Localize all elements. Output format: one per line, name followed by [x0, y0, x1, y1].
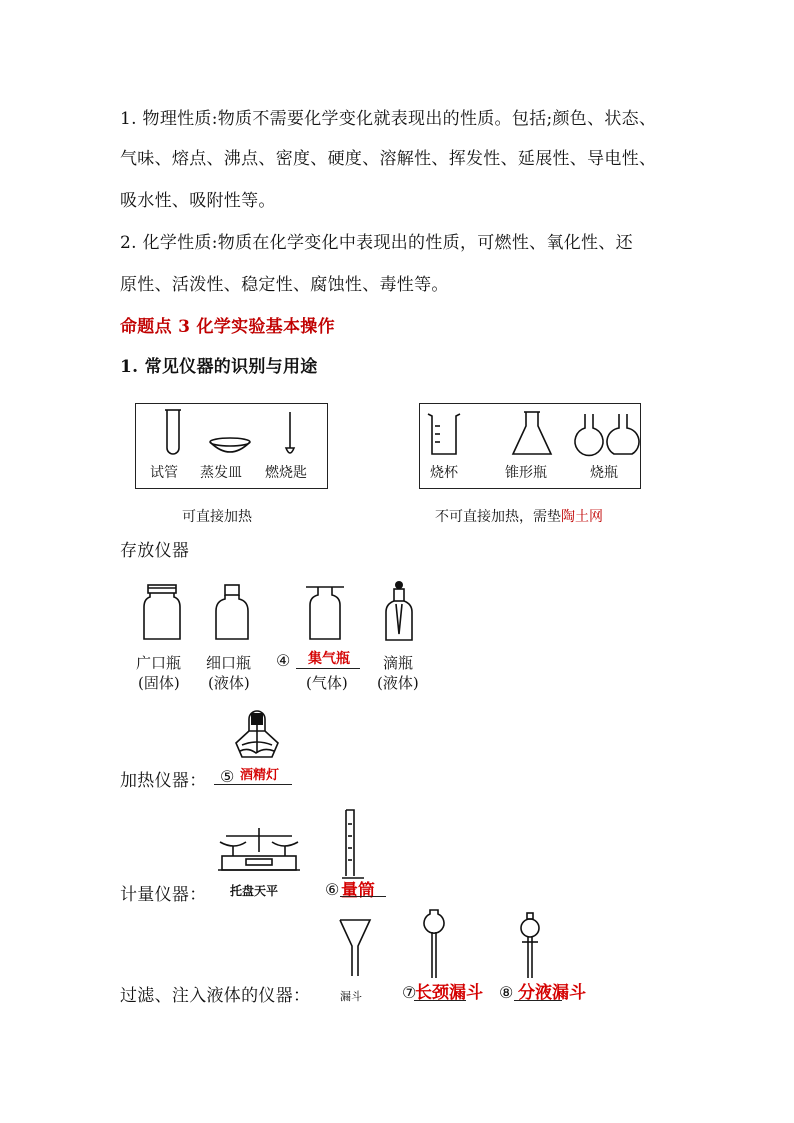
measuring-number: ⑥ [325, 880, 340, 899]
long-neck-funnel-answer: 长颈漏斗 [415, 983, 483, 1003]
subsection-title: 1. 常见仪器的识别与用途 [120, 357, 318, 377]
narrow-mouth-bottle-label: 细口瓶 [206, 654, 252, 672]
indirect-heat-caption-prefix: 不可直接加热，需垫 [435, 509, 561, 525]
evaporating-dish-icon [208, 436, 252, 460]
wide-mouth-bottle-icon [142, 583, 182, 643]
conical-flask-label: 锥形瓶 [505, 465, 547, 481]
indirect-heat-caption [435, 506, 603, 526]
test-tube-label: 试管 [150, 465, 178, 481]
gas-jar-answer: 集气瓶 [308, 651, 350, 667]
separatory-funnel-answer: 分液漏斗 [518, 983, 586, 1003]
storage-label: 存放仪器 [120, 541, 190, 561]
flat-flask-icon [606, 412, 640, 458]
measuring-answer: 量筒 [341, 881, 375, 901]
indirect-heat-caption-highlight: 陶土网 [561, 509, 603, 525]
dropper-bottle-label: 滴瓶 [383, 654, 414, 672]
direct-heat-caption: 可直接加热 [182, 509, 252, 525]
chemical-property-line-2: 原性、活泼性、稳定性、腐蚀性、毒性等。 [120, 275, 449, 295]
flask-label: 烧瓶 [590, 465, 618, 481]
combustion-spoon-label: 燃烧匙 [265, 465, 307, 481]
gas-jar-usage: (气体) [306, 674, 348, 692]
physical-property-line-1: 1. 物理性质:物质不需要化学变化就表现出的性质。包括;颜色、状态、 [120, 109, 657, 129]
narrow-mouth-bottle-icon [212, 583, 252, 643]
gas-jar-number: ④ [276, 651, 291, 670]
test-tube-icon [163, 408, 183, 460]
alcohol-lamp-icon [232, 709, 282, 763]
gas-jar-blank [296, 668, 360, 669]
heating-number: ⑤ [220, 767, 235, 786]
funnel-label: 漏斗 [340, 990, 362, 1003]
chemical-property-line-1: 2. 化学性质:物质在化学变化中表现出的性质，可燃性、氧化性、还 [120, 233, 633, 253]
narrow-mouth-bottle-usage: (液体) [208, 674, 250, 692]
measuring-blank [340, 896, 386, 897]
filtering-label: 过滤、注入液体的仪器： [120, 986, 311, 1006]
wide-mouth-bottle-label: 广口瓶 [136, 654, 182, 672]
separatory-funnel-number: ⑧ [499, 983, 514, 1002]
wide-mouth-bottle-usage: (固体) [138, 674, 180, 692]
graduated-cylinder-icon [340, 808, 370, 884]
measuring-label: 计量仪器： [120, 885, 207, 905]
round-flask-icon [572, 412, 606, 458]
beaker-icon [426, 412, 462, 458]
dropper-bottle-usage: (液体) [377, 674, 419, 692]
heating-label: 加热仪器： [120, 771, 207, 791]
physical-property-line-3: 吸水性、吸附性等。 [120, 191, 276, 211]
beaker-label: 烧杯 [430, 465, 458, 481]
separatory-funnel-blank [514, 1000, 562, 1001]
gas-jar-icon [302, 583, 348, 643]
heating-answer: 酒精灯 [240, 768, 280, 783]
evaporating-dish-label: 蒸发皿 [200, 465, 242, 481]
separatory-funnel-icon [516, 912, 544, 980]
long-neck-funnel-icon [422, 908, 446, 980]
balance-icon [216, 826, 302, 878]
heating-blank [214, 784, 292, 785]
funnel-icon [338, 918, 372, 980]
balance-label: 托盘天平 [230, 884, 279, 898]
long-neck-funnel-number: ⑦ [402, 983, 417, 1002]
long-neck-funnel-blank [414, 1000, 466, 1001]
dropper-bottle-icon [382, 580, 416, 644]
section-title: 命题点 3 化学实验基本操作 [120, 317, 335, 337]
physical-property-line-2: 气味、熔点、沸点、密度、硬度、溶解性、挥发性、延展性、导电性、 [120, 149, 657, 169]
combustion-spoon-icon [280, 410, 300, 460]
conical-flask-icon [510, 410, 554, 458]
